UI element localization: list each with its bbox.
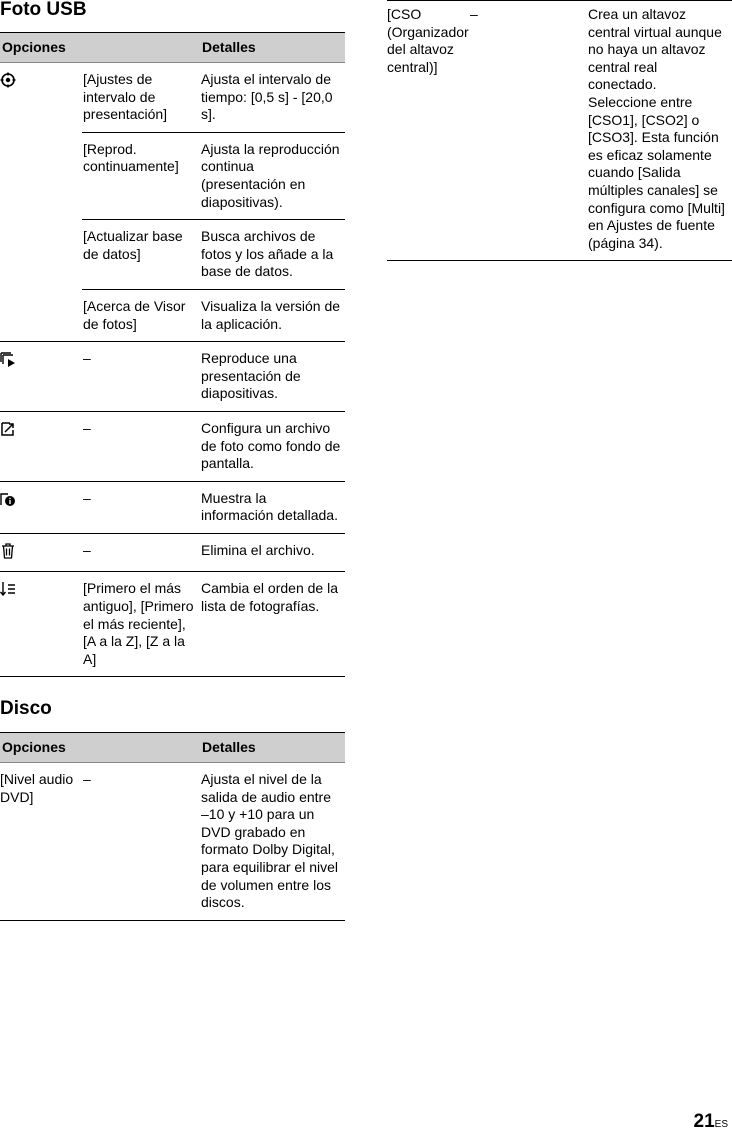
option-cell: [CSO (Organizador del altavoz central)]	[387, 1, 469, 261]
page-language: ES	[714, 1119, 728, 1131]
detail-cell: Cambia el orden de la lista de fotografías.	[200, 572, 345, 677]
trash-icon	[0, 543, 16, 559]
detail-cell: Muestra la información detallada.	[200, 481, 345, 533]
option-cell: [Primero el más antiguo], [Primero el más reciente], [A a la Z], [Z a la A]	[82, 572, 200, 677]
sub-option-cell: –	[469, 1, 587, 261]
settings-icon	[0, 72, 16, 88]
option-cell: –	[82, 533, 200, 572]
settings-icon-cell	[0, 63, 82, 342]
header-detalles: Detalles	[200, 33, 345, 63]
slideshow-icon	[0, 351, 16, 367]
sort-icon	[0, 581, 16, 597]
header-detalles: Detalles	[200, 733, 345, 763]
page-number	[694, 1113, 728, 1134]
detail-cell: Crea un altavoz central virtual aunque no haya un altavoz central real conectado. Seleccione entre [CSO1], [CSO2] o [CSO3]. Esta función es eficaz solamente cuando [Salida múltiples canales] se configura como [Multi] en Ajustes de fuente (página 34).	[587, 1, 732, 261]
option-cell: [Acerca de Visor de fotos]	[82, 289, 200, 341]
table-header	[0, 33, 345, 63]
icon-cell	[0, 342, 82, 412]
detail-cell: Reproduce una presentación de diapositivas.	[200, 342, 345, 412]
detail-cell: Visualiza la versión de la aplicación.	[200, 289, 345, 341]
right-column-table	[387, 0, 732, 261]
table-row	[0, 342, 345, 412]
table-row	[387, 1, 732, 261]
detail-cell: Ajusta la reproducción continua (presentación en diapositivas).	[200, 132, 345, 219]
option-cell: –	[82, 411, 200, 481]
table-row	[0, 411, 345, 481]
icon-cell	[0, 533, 82, 572]
foto-usb-table	[0, 32, 345, 677]
table-row	[0, 533, 345, 572]
detail-cell: Ajusta el intervalo de tiempo: [0,5 s] - [20,0 s].	[200, 63, 345, 133]
detail-cell: Configura un archivo de foto como fondo de pantalla.	[200, 411, 345, 481]
header-opciones: Opciones	[0, 733, 200, 763]
info-icon	[0, 491, 16, 507]
disco-table	[0, 732, 345, 921]
option-cell: [Reprod. continuamente]	[82, 132, 200, 219]
section-title-disco: Disco	[0, 698, 52, 719]
table-header	[0, 733, 345, 763]
detail-cell: Elimina el archivo.	[200, 533, 345, 572]
sub-option-cell: –	[82, 763, 200, 921]
detail-cell: Busca archivos de fotos y los añade a la base de datos.	[200, 220, 345, 290]
header-opciones: Opciones	[0, 33, 200, 63]
table-row	[0, 63, 345, 133]
set-wallpaper-icon	[0, 421, 16, 437]
icon-cell	[0, 481, 82, 533]
icon-cell	[0, 572, 82, 677]
option-cell: [Nivel audio DVD]	[0, 763, 82, 921]
table-row	[0, 481, 345, 533]
option-cell: –	[82, 342, 200, 412]
page-number-value: 21	[693, 1111, 715, 1133]
option-cell: [Ajustes de intervalo de presentación]	[82, 63, 200, 133]
icon-cell	[0, 411, 82, 481]
option-cell: [Actualizar base de datos]	[82, 220, 200, 290]
table-row	[0, 572, 345, 677]
section-title-foto-usb: Foto USB	[0, 0, 87, 20]
option-cell: –	[82, 481, 200, 533]
detail-cell: Ajusta el nivel de la salida de audio entre –10 y +10 para un DVD grabado en formato Dolby Digital, para equilibrar el nivel de volumen entre los discos.	[200, 763, 345, 921]
table-row	[0, 763, 345, 921]
